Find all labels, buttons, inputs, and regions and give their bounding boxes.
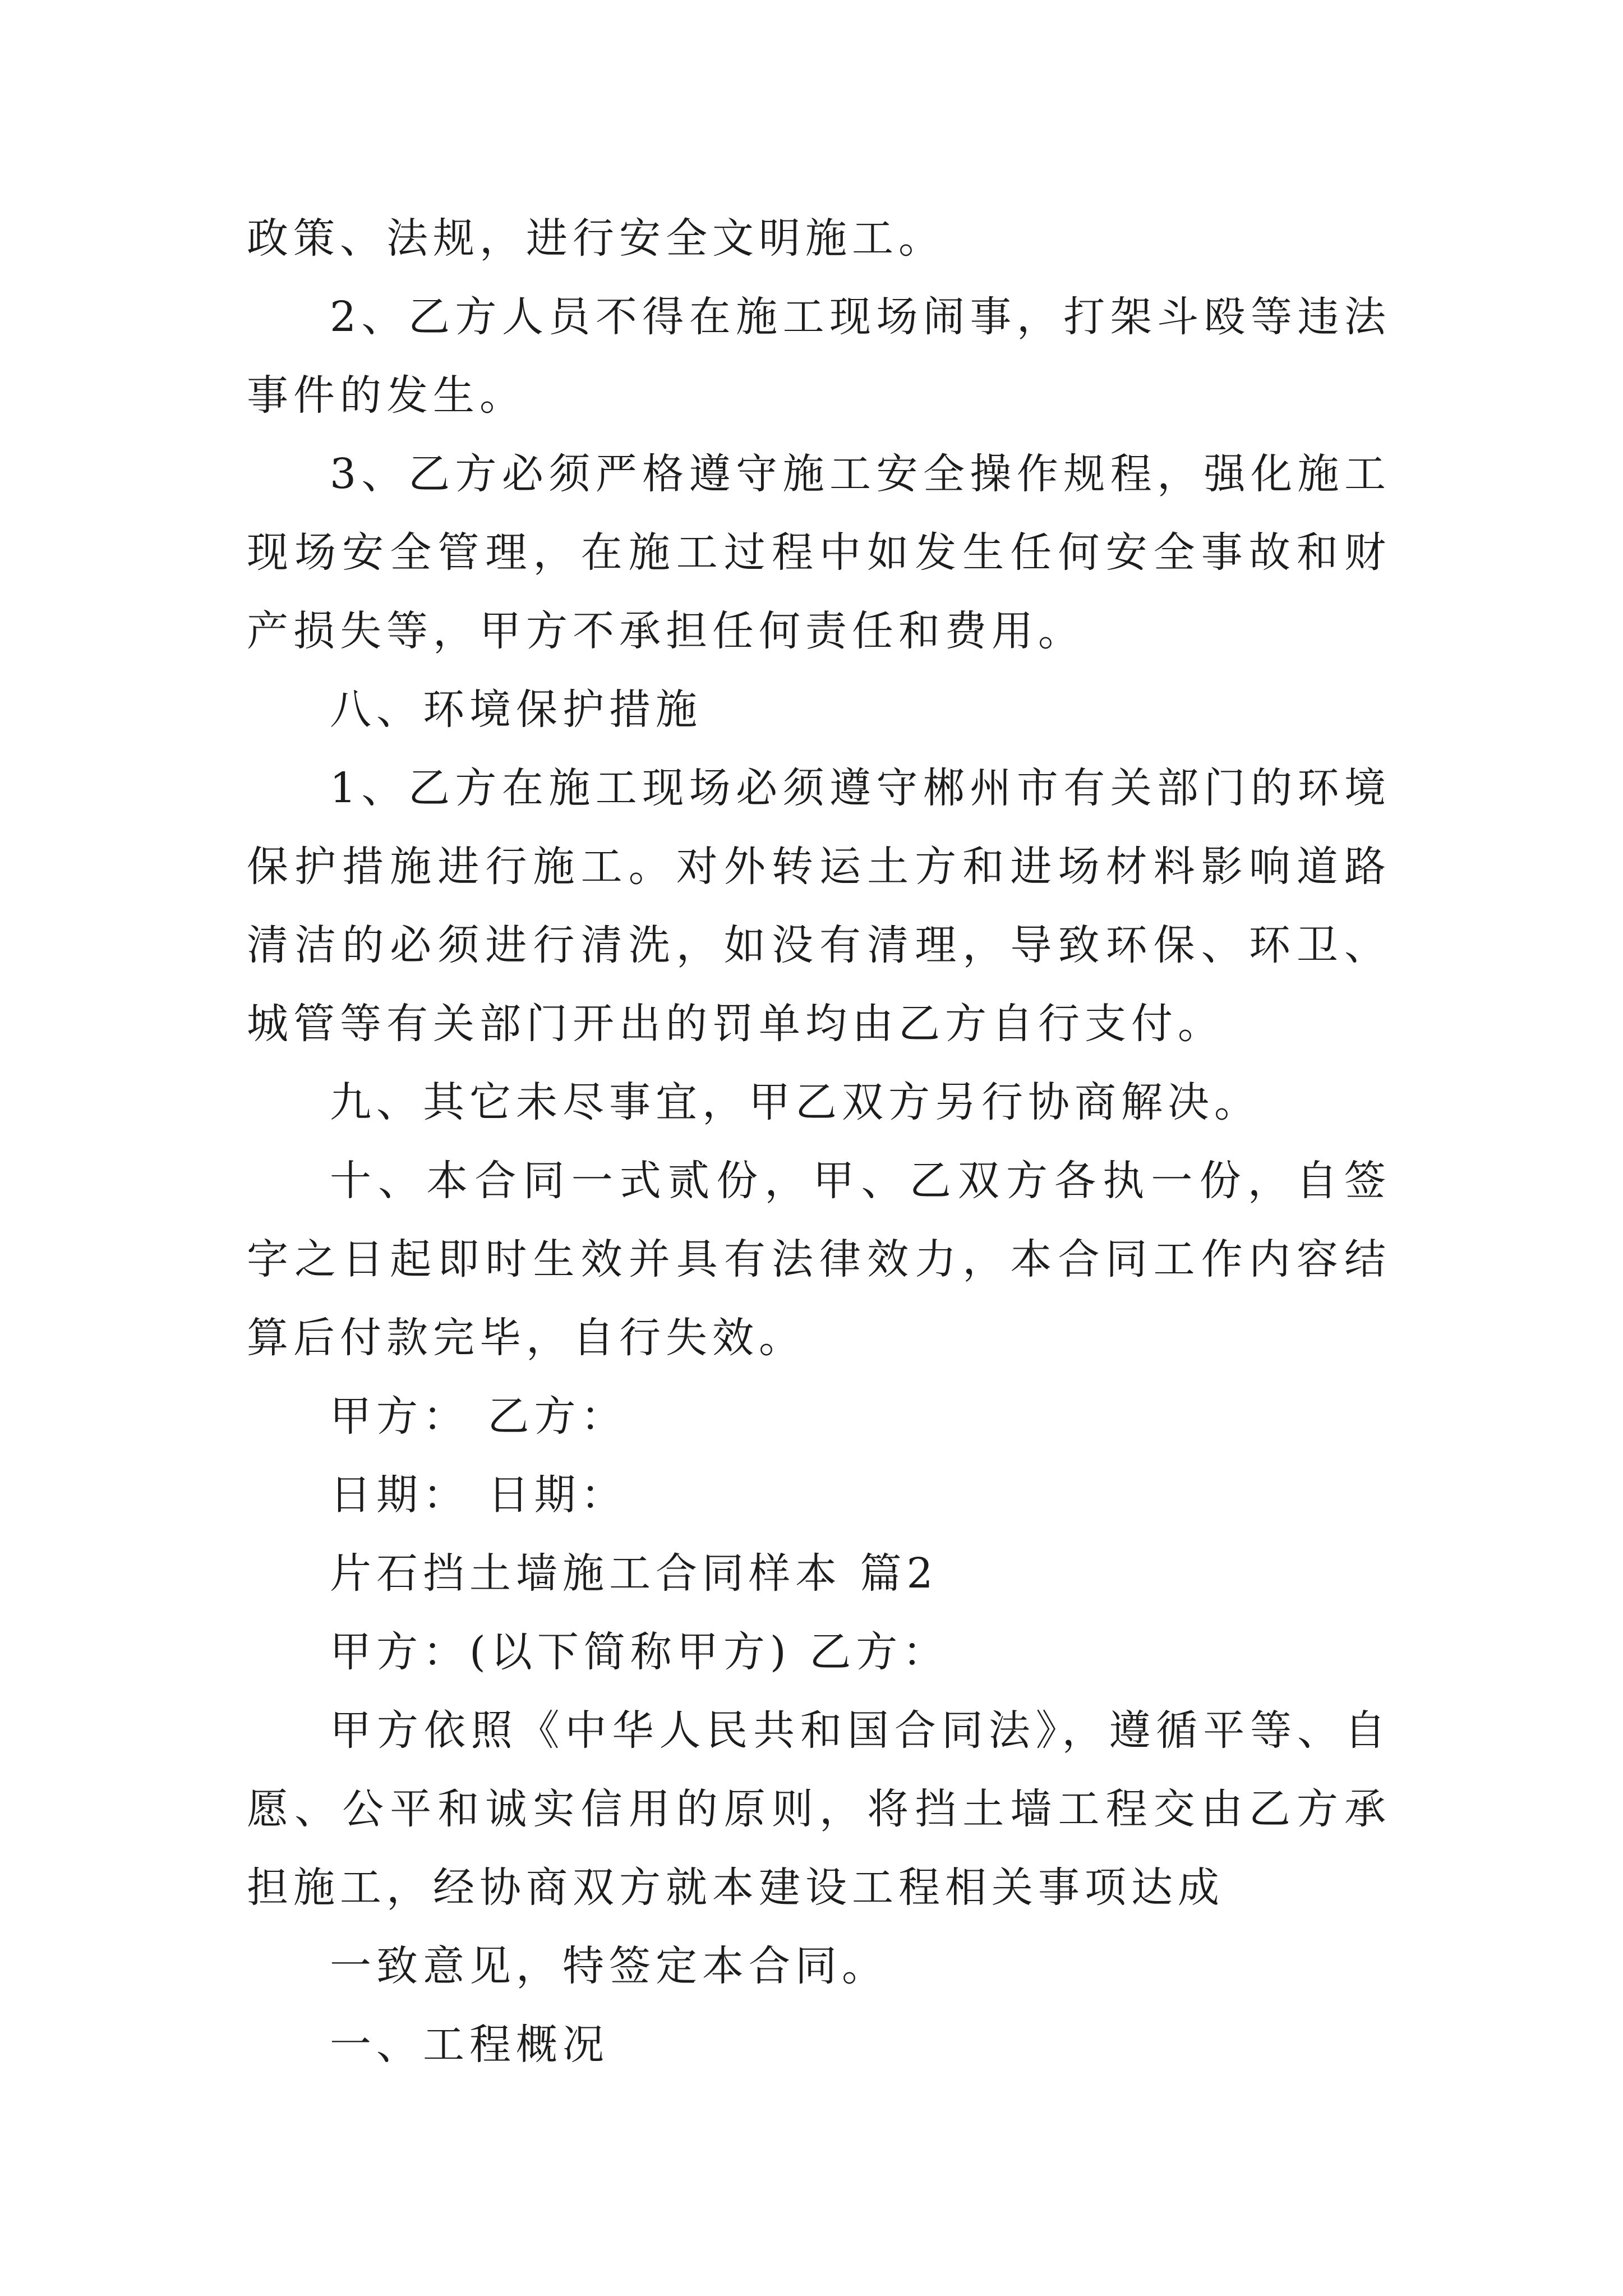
paragraph-clause-8-1: 1、乙方在施工现场必须遵守郴州市有关部门的环境保护措施进行施工。对外转运土方和进场材料影响道路清洁的必须进行清洗，如没有清理，导致环保、环卫、城管等有关部门开出的罚单均由乙方自行支付。	[247, 764, 1391, 1048]
section-heading-1: 一、工程概况	[330, 2021, 609, 2069]
paragraph-clause-7-3: 3、乙方必须严格遵守施工安全操作规程，强化施工现场安全管理，在施工过程中如发生任何安全事故和财产损失等，甲方不承担任何责任和费用。	[247, 450, 1391, 655]
signature-line-dates: 日期： 日期：	[330, 1471, 628, 1519]
document-body	[247, 199, 1391, 2084]
document-subtitle: 片石挡土墙施工合同样本 篇2	[330, 1549, 938, 1598]
section-heading-10: 十、本合同一式贰份，甲、乙双方各执一份，自签字之日起即时生效并具有法律效力，本合同工作内容结算后付款完毕，自行失效。	[247, 1157, 1391, 1362]
signature-line-parties: 甲方： 乙方：	[330, 1392, 628, 1441]
section-heading-9: 九、其它未尽事宜，甲乙双方另行协商解决。	[330, 1078, 1261, 1126]
paragraph-clause-7-2: 2、乙方人员不得在施工现场闹事，打架斗殴等违法事件的发生。	[247, 293, 1391, 420]
paragraph-continuation: 政策、法规，进行安全文明施工。	[247, 214, 945, 263]
section-heading-8: 八、环境保护措施	[330, 685, 702, 734]
party-line: 甲方：(以下简称甲方) 乙方：	[330, 1628, 949, 1676]
paragraph-agreement: 一致意见，特签定本合同。	[330, 1942, 888, 1990]
paragraph-preamble: 甲方依照《中华人民共和国合同法》，遵循平等、自愿、公平和诚实信用的原则，将挡土墙工程交由乙方承担施工，经协商双方就本建设工程相关事项达成	[247, 1706, 1391, 1912]
